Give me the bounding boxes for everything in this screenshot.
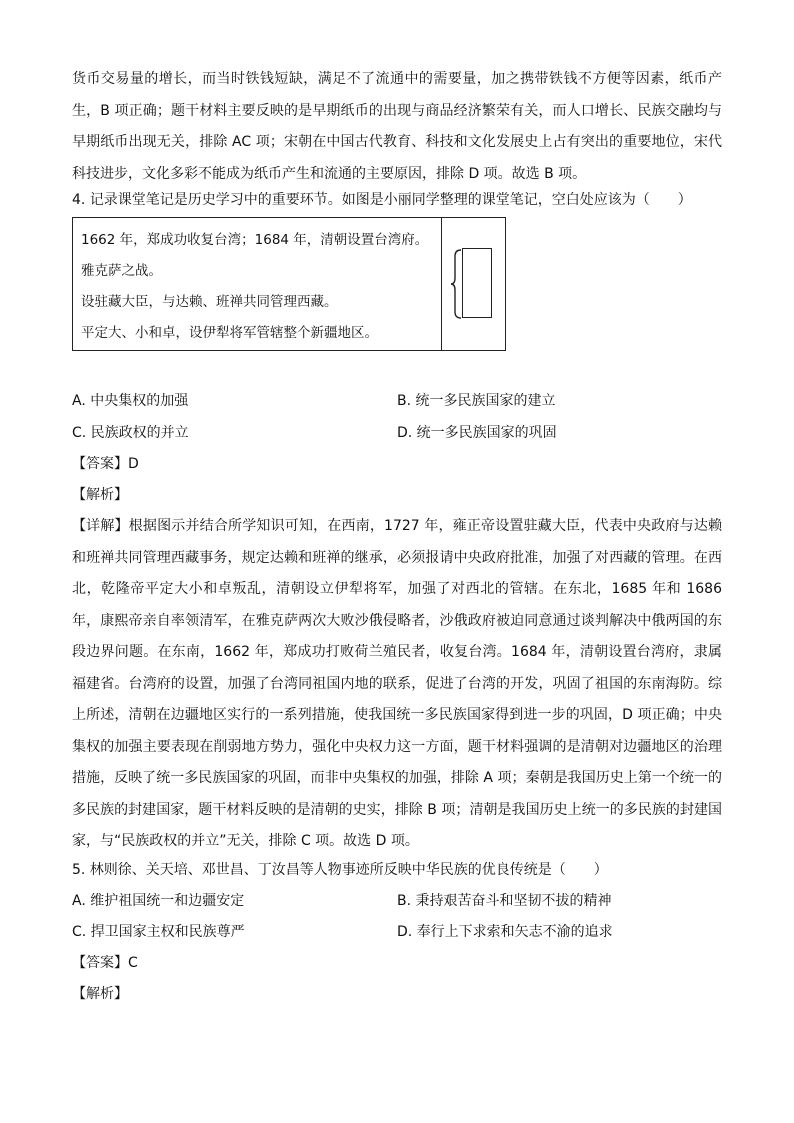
q4-option-a: A. 中央集权的加强 [72, 393, 189, 409]
q4-option-b: B. 统一多民族国家的建立 [397, 393, 556, 409]
class-notes-table [72, 217, 506, 351]
table-divider [441, 218, 442, 350]
note-row-1: 1662 年，郑成功收复台湾；1684 年，清朝设置台湾府。 [81, 232, 429, 248]
note-row-4: 平定大、小和卓，设伊犁将军管辖整个新疆地区。 [81, 325, 378, 341]
q5-option-a: A. 维护祖国统一和边疆安定 [72, 893, 245, 909]
q4-analysis-label: 【解析】 [72, 487, 128, 503]
q5-stem: 5. 林则徐、关天培、邓世昌、丁汝昌等人物事迹所反映中华民族的优良传统是（ ） [72, 862, 608, 878]
q5-option-d: D. 奉行上下求索和矢志不渝的追求 [397, 924, 613, 940]
q4-stem: 4. 记录课堂笔记是历史学习中的重要环节。如图是小丽同学整理的课堂笔记，空白处应该为（ ） [72, 192, 692, 208]
q5-answer: 【答案】C [72, 955, 138, 971]
q5-analysis-label: 【解析】 [72, 986, 128, 1002]
intro-paragraph: 货币交易量的增长，而当时铁钱短缺，满足不了流通中的需要量，加之携带铁钱不方便等因素，纸币产生，B 项正确；题干材料主要反映的是早期纸币的出现与商品经济繁荣有关，而人口增长、民族交融均与早期纸币出现无关，排除 AC 项；宋朝在中国古代教育、科技和文化发展史上占有突出的重要地位，宋代科技进步，文化多彩不能成为纸币产生和流通的主要原因，排除 D 项。故选 B 项。 [72, 71, 722, 182]
note-row-3: 设驻藏大臣，与达赖、班禅共同管理西藏。 [81, 294, 338, 310]
q4-option-c: C. 民族政权的并立 [72, 425, 189, 441]
q4-option-d: D. 统一多民族国家的巩固 [397, 425, 557, 441]
q4-answer: 【答案】D [72, 456, 139, 472]
note-row-2: 雅克萨之战。 [81, 263, 162, 279]
blank-answer-box [462, 248, 492, 318]
q4-detail-paragraph: 【详解】根据图示并结合所学知识可知，在西南，1727 年，雍正帝设置驻藏大臣，代表中央政府与达赖和班禅共同管理西藏事务，规定达赖和班禅的继承，必须报请中央政府批准，加强了对西藏的管理。在西北，乾隆帝平定大小和卓叛乱，清朝设立伊犁将军，加强了对西北的管辖。在东北，1685 年和 1686 年，康熙帝亲自率领清军，在雅克萨两次大败沙俄侵略者，沙俄政府被迫同意通过谈判解决中俄两国的东段边界问题。在东南，1662 年，郑成功打败荷兰殖民者，收复台湾。1684 年，清朝设置台湾府，隶属福建省。台湾府的设置，加强了台湾同祖国内地的联系，促进了台湾的开发，巩固了祖国的东南海防。综上所述，清朝在边疆地区实行的一系列措施，使我国统一多民族国家得到进一步的巩固，D 项正确；中央集权的加强主要表现在削弱地方势力，强化中央权力这一方面，题干材料强调的是清朝对边疆地区的治理措施，反映了统一多民族国家的巩固，而非中央集权的加强，排除 A 项；秦朝是我国历史上第一个统一的多民族的封建国家，题干材料反映的是清朝的史实，排除 B 项；清朝是我国历史上统一的多民族的封建国家，与“民族政权的并立”无关，排除 C 项。故选 D 项。 [72, 518, 722, 849]
q5-option-c: C. 捍卫国家主权和民族尊严 [72, 924, 245, 940]
q5-option-b: B. 秉持艰苦奋斗和坚韧不拔的精神 [397, 893, 612, 909]
